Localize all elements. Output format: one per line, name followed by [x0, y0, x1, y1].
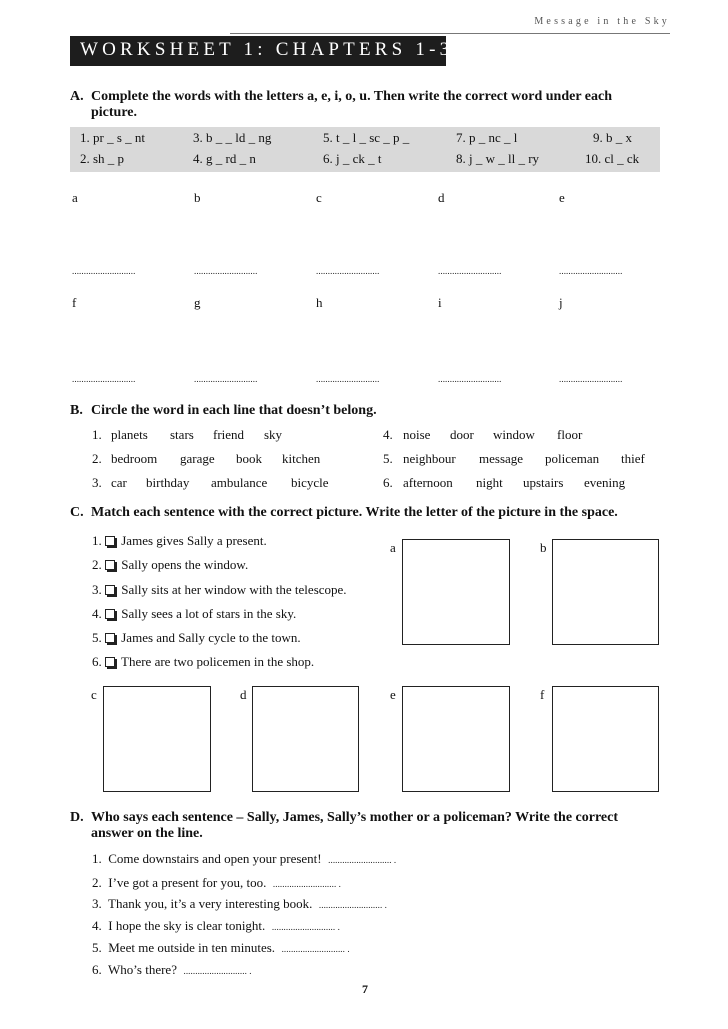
quote-number: 2.: [92, 875, 102, 890]
match-sentence-text: James and Sally cycle to the town.: [121, 630, 301, 645]
quote-number: 3.: [92, 896, 102, 911]
quote-number: 5.: [92, 940, 102, 955]
answer-line[interactable]: ...........................: [316, 374, 380, 384]
odd-one-out-word[interactable]: garage: [180, 451, 215, 466]
word-item: 1. pr _ s _ nt: [80, 130, 145, 145]
quote-text: Thank you, it’s a very interesting book.: [108, 896, 313, 911]
odd-one-out-word[interactable]: birthday: [146, 475, 190, 490]
match-sentence-number: 3.: [92, 582, 102, 597]
picture-frame: [103, 686, 211, 792]
match-sentence: [92, 557, 248, 573]
picture-label: i: [438, 295, 442, 310]
word-item: 8. j _ w _ ll _ ry: [456, 151, 540, 166]
answer-line[interactable]: ........................... .: [318, 900, 388, 910]
odd-one-out-word[interactable]: friend: [213, 427, 245, 442]
odd-one-out-word[interactable]: ambulance: [211, 475, 268, 490]
odd-one-out-word[interactable]: bicycle: [291, 475, 329, 490]
picture-label: g: [194, 295, 201, 310]
answer-checkbox[interactable]: [105, 633, 115, 643]
picture-frame: [402, 686, 510, 792]
quote-number: 4.: [92, 918, 102, 933]
word-item: 7. p _ nc _ l: [456, 130, 518, 145]
word-item: 10. cl _ ck: [585, 151, 640, 166]
odd-one-out-word[interactable]: upstairs: [523, 475, 564, 490]
odd-one-out-word[interactable]: door: [450, 427, 474, 442]
section-b-instruction: Circle the word in each line that doesn’t belong.: [91, 403, 377, 418]
match-sentence: [92, 606, 296, 622]
section-d-heading: [70, 810, 670, 844]
picture-label: a: [72, 190, 78, 205]
picture-label: e: [390, 687, 396, 702]
picture-label: d: [240, 687, 247, 702]
answer-line[interactable]: ........................... .: [183, 966, 252, 976]
book-title: Message in the Sky: [534, 16, 670, 27]
picture-label: b: [540, 540, 547, 555]
section-a-heading: [70, 89, 670, 123]
odd-one-out-word[interactable]: book: [236, 451, 262, 466]
answer-checkbox[interactable]: [105, 585, 115, 595]
picture-frame: [402, 539, 510, 645]
quote-number: 6.: [92, 962, 102, 977]
section-b-heading: [70, 403, 670, 421]
odd-one-out-number: 4.: [383, 427, 393, 442]
answer-line[interactable]: ........................... .: [272, 879, 342, 889]
odd-one-out-number: 2.: [92, 451, 102, 466]
odd-one-out-number: 5.: [383, 451, 393, 466]
picture-frame: [552, 686, 659, 792]
odd-one-out-word[interactable]: evening: [584, 475, 626, 490]
quote-line: [92, 962, 252, 978]
section-d-letter: D.: [70, 810, 84, 825]
section-c-letter: C.: [70, 505, 84, 520]
answer-line[interactable]: ...........................: [194, 374, 258, 384]
worksheet-title: WORKSHEET 1: CHAPTERS 1-3: [80, 39, 454, 60]
word-item: 9. b _ x: [593, 130, 632, 145]
odd-one-out-word[interactable]: planets: [111, 427, 148, 442]
answer-checkbox[interactable]: [105, 609, 115, 619]
section-a-letter: A.: [70, 89, 84, 104]
answer-line[interactable]: ........................... .: [271, 922, 340, 932]
word-item: 2. sh _ p: [80, 151, 125, 166]
picture-frame: [252, 686, 359, 792]
section-c-instruction: Match each sentence with the correct picture. Write the letter of the picture in the space.: [91, 505, 618, 520]
quote-line: [92, 851, 396, 867]
quote-text: I hope the sky is clear tonight.: [108, 918, 266, 933]
odd-one-out-word[interactable]: window: [493, 427, 535, 442]
quote-number: 1.: [92, 851, 102, 866]
header-rule: [230, 33, 670, 34]
answer-line[interactable]: ...........................: [559, 266, 623, 276]
odd-one-out-number: 3.: [92, 475, 102, 490]
word-item: 4. g _ rd _ n: [193, 151, 256, 166]
answer-line[interactable]: ...........................: [559, 374, 623, 384]
odd-one-out-word[interactable]: kitchen: [282, 451, 321, 466]
answer-line[interactable]: ........................... .: [328, 855, 397, 865]
odd-one-out-word[interactable]: message: [479, 451, 524, 466]
odd-one-out-word[interactable]: car: [111, 475, 127, 490]
picture-label: c: [316, 190, 322, 205]
odd-one-out-word[interactable]: noise: [403, 427, 431, 442]
match-sentence-number: 1.: [92, 533, 102, 548]
picture-label: a: [390, 540, 396, 555]
section-d-instruction: Who says each sentence – Sally, James, Sally’s mother or a policeman? Write the correct answer on the line.: [91, 810, 619, 841]
word-item: 5. t _ l _ sc _ p _: [323, 130, 410, 145]
answer-line[interactable]: ...........................: [316, 266, 380, 276]
picture-label: b: [194, 190, 201, 205]
quote-text: I’ve got a present for you, too.: [108, 875, 267, 890]
match-sentence-text: Sally opens the window.: [121, 557, 249, 572]
picture-label: h: [316, 295, 323, 310]
picture-label: e: [559, 190, 565, 205]
picture-frame: [552, 539, 659, 645]
answer-line[interactable]: ...........................: [72, 266, 136, 276]
odd-one-out-number: 1.: [92, 427, 102, 442]
section-a-instruction: Complete the words with the letters a, e, i, o, u. Then write the correct word under each picture.: [91, 89, 613, 120]
match-sentence: [92, 582, 347, 598]
match-sentence-number: 6.: [92, 654, 102, 669]
quote-text: Meet me outside in ten minutes.: [108, 940, 276, 955]
picture-label: c: [91, 687, 97, 702]
word-item: 6. j _ ck _ t: [323, 151, 382, 166]
page-number: 7: [362, 982, 368, 996]
worksheet-banner: [70, 36, 454, 66]
section-b-letter: B.: [70, 403, 83, 418]
match-sentence-text: James gives Sally a present.: [121, 533, 267, 548]
quote-text: Who’s there?: [108, 962, 177, 977]
answer-checkbox[interactable]: [105, 657, 115, 667]
quote-text: Come downstairs and open your present!: [108, 851, 322, 866]
answer-line[interactable]: ........................... .: [281, 944, 350, 954]
section-c-heading: [70, 505, 670, 523]
match-sentence: [92, 533, 267, 549]
odd-one-out-word[interactable]: thief: [621, 451, 645, 466]
odd-one-out-word[interactable]: night: [476, 475, 503, 490]
quote-line: [92, 875, 341, 891]
picture-label: d: [438, 190, 445, 205]
match-sentence-text: Sally sits at her window with the telescope.: [121, 582, 347, 597]
odd-one-out-number: 6.: [383, 475, 393, 490]
answer-line[interactable]: ...........................: [438, 266, 502, 276]
quote-line: [92, 918, 340, 934]
picture-label: j: [559, 295, 563, 310]
answer-checkbox[interactable]: [105, 560, 115, 570]
odd-one-out-word[interactable]: afternoon: [403, 475, 453, 490]
quote-line: [92, 940, 350, 956]
picture-label: f: [540, 687, 545, 702]
answer-line[interactable]: ...........................: [72, 374, 136, 384]
odd-one-out-word[interactable]: sky: [264, 427, 283, 442]
match-sentence: [92, 654, 314, 670]
answer-checkbox[interactable]: [105, 536, 115, 546]
word-item: 3. b _ _ ld _ ng: [193, 130, 272, 145]
odd-one-out-word[interactable]: stars: [170, 427, 194, 442]
match-sentence-number: 2.: [92, 557, 102, 572]
answer-line[interactable]: ...........................: [194, 266, 258, 276]
odd-one-out-word[interactable]: neighbour: [403, 451, 456, 466]
quote-line: [92, 896, 387, 912]
odd-one-out-word[interactable]: policeman: [545, 451, 600, 466]
match-sentence-text: Sally sees a lot of stars in the sky.: [121, 606, 297, 621]
match-sentence-text: There are two policemen in the shop.: [121, 654, 315, 669]
answer-line[interactable]: ...........................: [438, 374, 502, 384]
match-sentence: [92, 630, 301, 646]
odd-one-out-word[interactable]: bedroom: [111, 451, 158, 466]
picture-label: f: [72, 295, 77, 310]
match-sentence-number: 5.: [92, 630, 102, 645]
odd-one-out-word[interactable]: floor: [557, 427, 583, 442]
match-sentence-number: 4.: [92, 606, 102, 621]
